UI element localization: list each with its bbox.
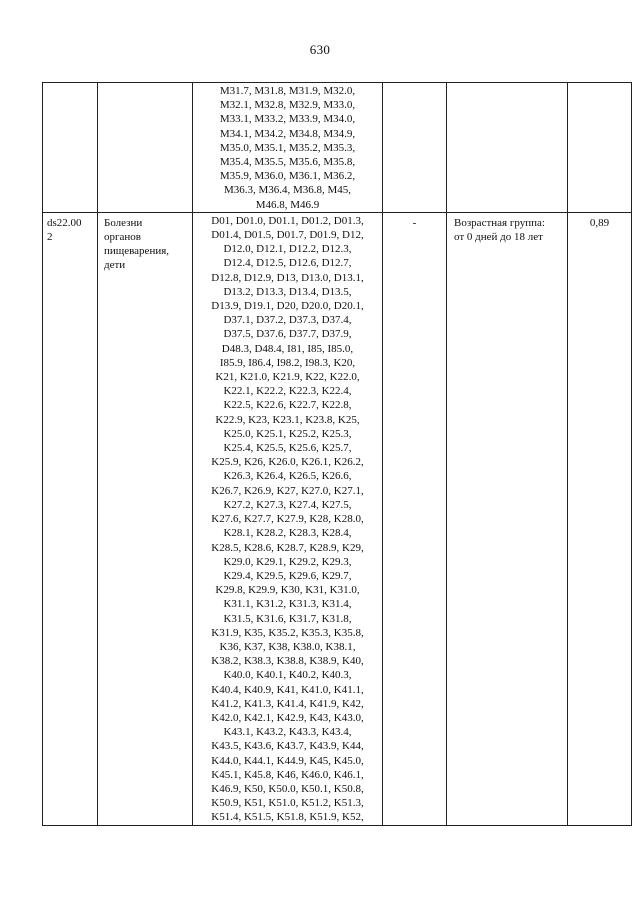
text-line: ds22.00 — [47, 216, 82, 229]
text-line: D12.0, D12.1, D12.2, D12.3, — [223, 243, 352, 256]
text-line: Возрастная группа: — [454, 216, 545, 229]
coefficient-cell: 0,89 — [568, 212, 632, 825]
text-line: K25.0, K25.1, K25.2, K25.3, — [223, 427, 352, 440]
text-line: от 0 дней до 18 лет — [454, 231, 543, 244]
text-line: K26.7, K26.9, K27, K27.0, K27.1, — [211, 484, 364, 497]
text-line: K29.4, K29.5, K29.6, K29.7, — [223, 569, 352, 582]
tariff-table — [42, 82, 632, 826]
text-line: K42.0, K42.1, K42.9, K43, K43.0, — [211, 711, 364, 724]
text-line: K41.2, K41.3, K41.4, K41.9, K42, — [211, 697, 364, 710]
text-line: K43.5, K43.6, K43.7, K43.9, K44, — [211, 740, 364, 753]
text-line: пищеварения, — [104, 245, 170, 258]
text-line: K44.0, K44.1, K44.9, K45, K45.0, — [211, 754, 364, 767]
text-line: дети — [104, 259, 126, 272]
text-line: M35.0, M35.1, M35.2, M35.3, — [219, 141, 356, 154]
text-line: K25.4, K25.5, K25.6, K25.7, — [223, 442, 352, 455]
name-cell — [98, 83, 193, 213]
text-line: Болезни — [104, 216, 143, 229]
text-line: K28.1, K28.2, K28.3, K28.4, — [223, 527, 352, 540]
text-line: M35.9, M36.0, M36.1, M36.2, — [219, 170, 356, 183]
text-line: M31.7, M31.8, M31.9, M32.0, — [219, 85, 356, 97]
text-line: K29.8, K29.9, K30, K31, K31.0, — [215, 584, 360, 597]
coefficient-cell — [568, 83, 632, 213]
text-line: I85.9, I86.4, I98.2, I98.3, K20, — [219, 356, 356, 369]
text-line: K27.6, K27.7, K27.9, K28, K28.0, — [211, 513, 364, 526]
text-line: K43.1, K43.2, K43.3, K43.4, — [223, 726, 352, 739]
text-line: D37.5, D37.6, D37.7, D37.9, — [223, 328, 352, 341]
text-line: D12.8, D12.9, D13, D13.0, D13.1, — [211, 271, 364, 284]
text-line: D48.3, D48.4, I81, I85, I85.0, — [221, 342, 354, 355]
text-line: K31.9, K35, K35.2, K35.3, K35.8, — [211, 626, 364, 639]
text-line: D13.9, D19.1, D20, D20.0, D20.1, — [211, 300, 364, 313]
text-line: D12.4, D12.5, D12.6, D12.7, — [223, 257, 352, 270]
other-criteria-cell — [447, 83, 568, 213]
text-line: M34.1, M34.2, M34.8, M34.9, — [219, 127, 356, 140]
text-line: K45.1, K45.8, K46, K46.0, K46.1, — [211, 768, 364, 781]
text-line: M36.3, M36.4, M36.8, M45, — [223, 184, 352, 197]
text-line: K31.5, K31.6, K31.7, K31.8, — [223, 612, 352, 625]
text-line: M33.1, M33.2, M33.9, M34.0, — [219, 113, 356, 126]
text-line: D01, D01.0, D01.1, D01.2, D01.3, — [211, 214, 364, 227]
text-line: K38.2, K38.3, K38.8, K38.9, K40, — [211, 655, 364, 668]
operation-cell — [383, 83, 447, 213]
code-cell — [43, 83, 98, 213]
text-line: D13.2, D13.3, D13.4, D13.5, — [223, 285, 352, 298]
diagnosis-codes-cell — [193, 83, 383, 213]
text-line: K36, K37, K38, K38.0, K38.1, — [219, 640, 356, 653]
text-line: 2 — [47, 231, 53, 244]
text-line: D01.4, D01.5, D01.7, D01.9, D12, — [211, 229, 364, 242]
text-line: K40.4, K40.9, K41, K41.0, K41.1, — [211, 683, 364, 696]
page-number: 630 — [309, 42, 331, 57]
table-row — [43, 212, 632, 825]
text-line: K25.9, K26, K26.0, K26.1, K26.2, — [211, 456, 364, 469]
text-line: D37.1, D37.2, D37.3, D37.4, — [223, 314, 352, 327]
text-line: K50.9, K51, K51.0, K51.2, K51.3, — [211, 797, 364, 810]
operation-cell: - — [383, 212, 447, 825]
text-line: K22.9, K23, K23.1, K23.8, K25, — [215, 413, 360, 426]
text-line: K29.0, K29.1, K29.2, K29.3, — [223, 555, 352, 568]
text-line: K22.5, K22.6, K22.7, K22.8, — [223, 399, 352, 412]
text-line: K51.4, K51.5, K51.8, K51.9, K52, — [211, 811, 364, 824]
text-line: K27.2, K27.3, K27.4, K27.5, — [223, 498, 352, 511]
table-row — [43, 83, 632, 213]
text-line: K31.1, K31.2, K31.3, K31.4, — [223, 598, 352, 611]
other-criteria-cell — [447, 212, 568, 825]
text-line: K26.3, K26.4, K26.5, K26.6, — [223, 470, 352, 483]
diagnosis-codes-cell — [193, 212, 383, 825]
name-cell — [98, 212, 193, 825]
text-line: K22.1, K22.2, K22.3, K22.4, — [223, 385, 352, 398]
text-line: K28.5, K28.6, K28.7, K28.9, K29, — [211, 541, 364, 554]
text-line: K21, K21.0, K21.9, K22, K22.0, — [215, 371, 360, 384]
code-cell — [43, 212, 98, 825]
text-line: M32.1, M32.8, M32.9, M33.0, — [219, 99, 356, 112]
text-line: K40.0, K40.1, K40.2, K40.3, — [223, 669, 352, 682]
text-line: органов — [104, 231, 141, 244]
text-line: M35.4, M35.5, M35.6, M35.8, — [219, 156, 356, 169]
text-line: M46.8, M46.9 — [255, 198, 320, 211]
text-line: K46.9, K50, K50.0, K50.1, K50.8, — [211, 782, 364, 795]
